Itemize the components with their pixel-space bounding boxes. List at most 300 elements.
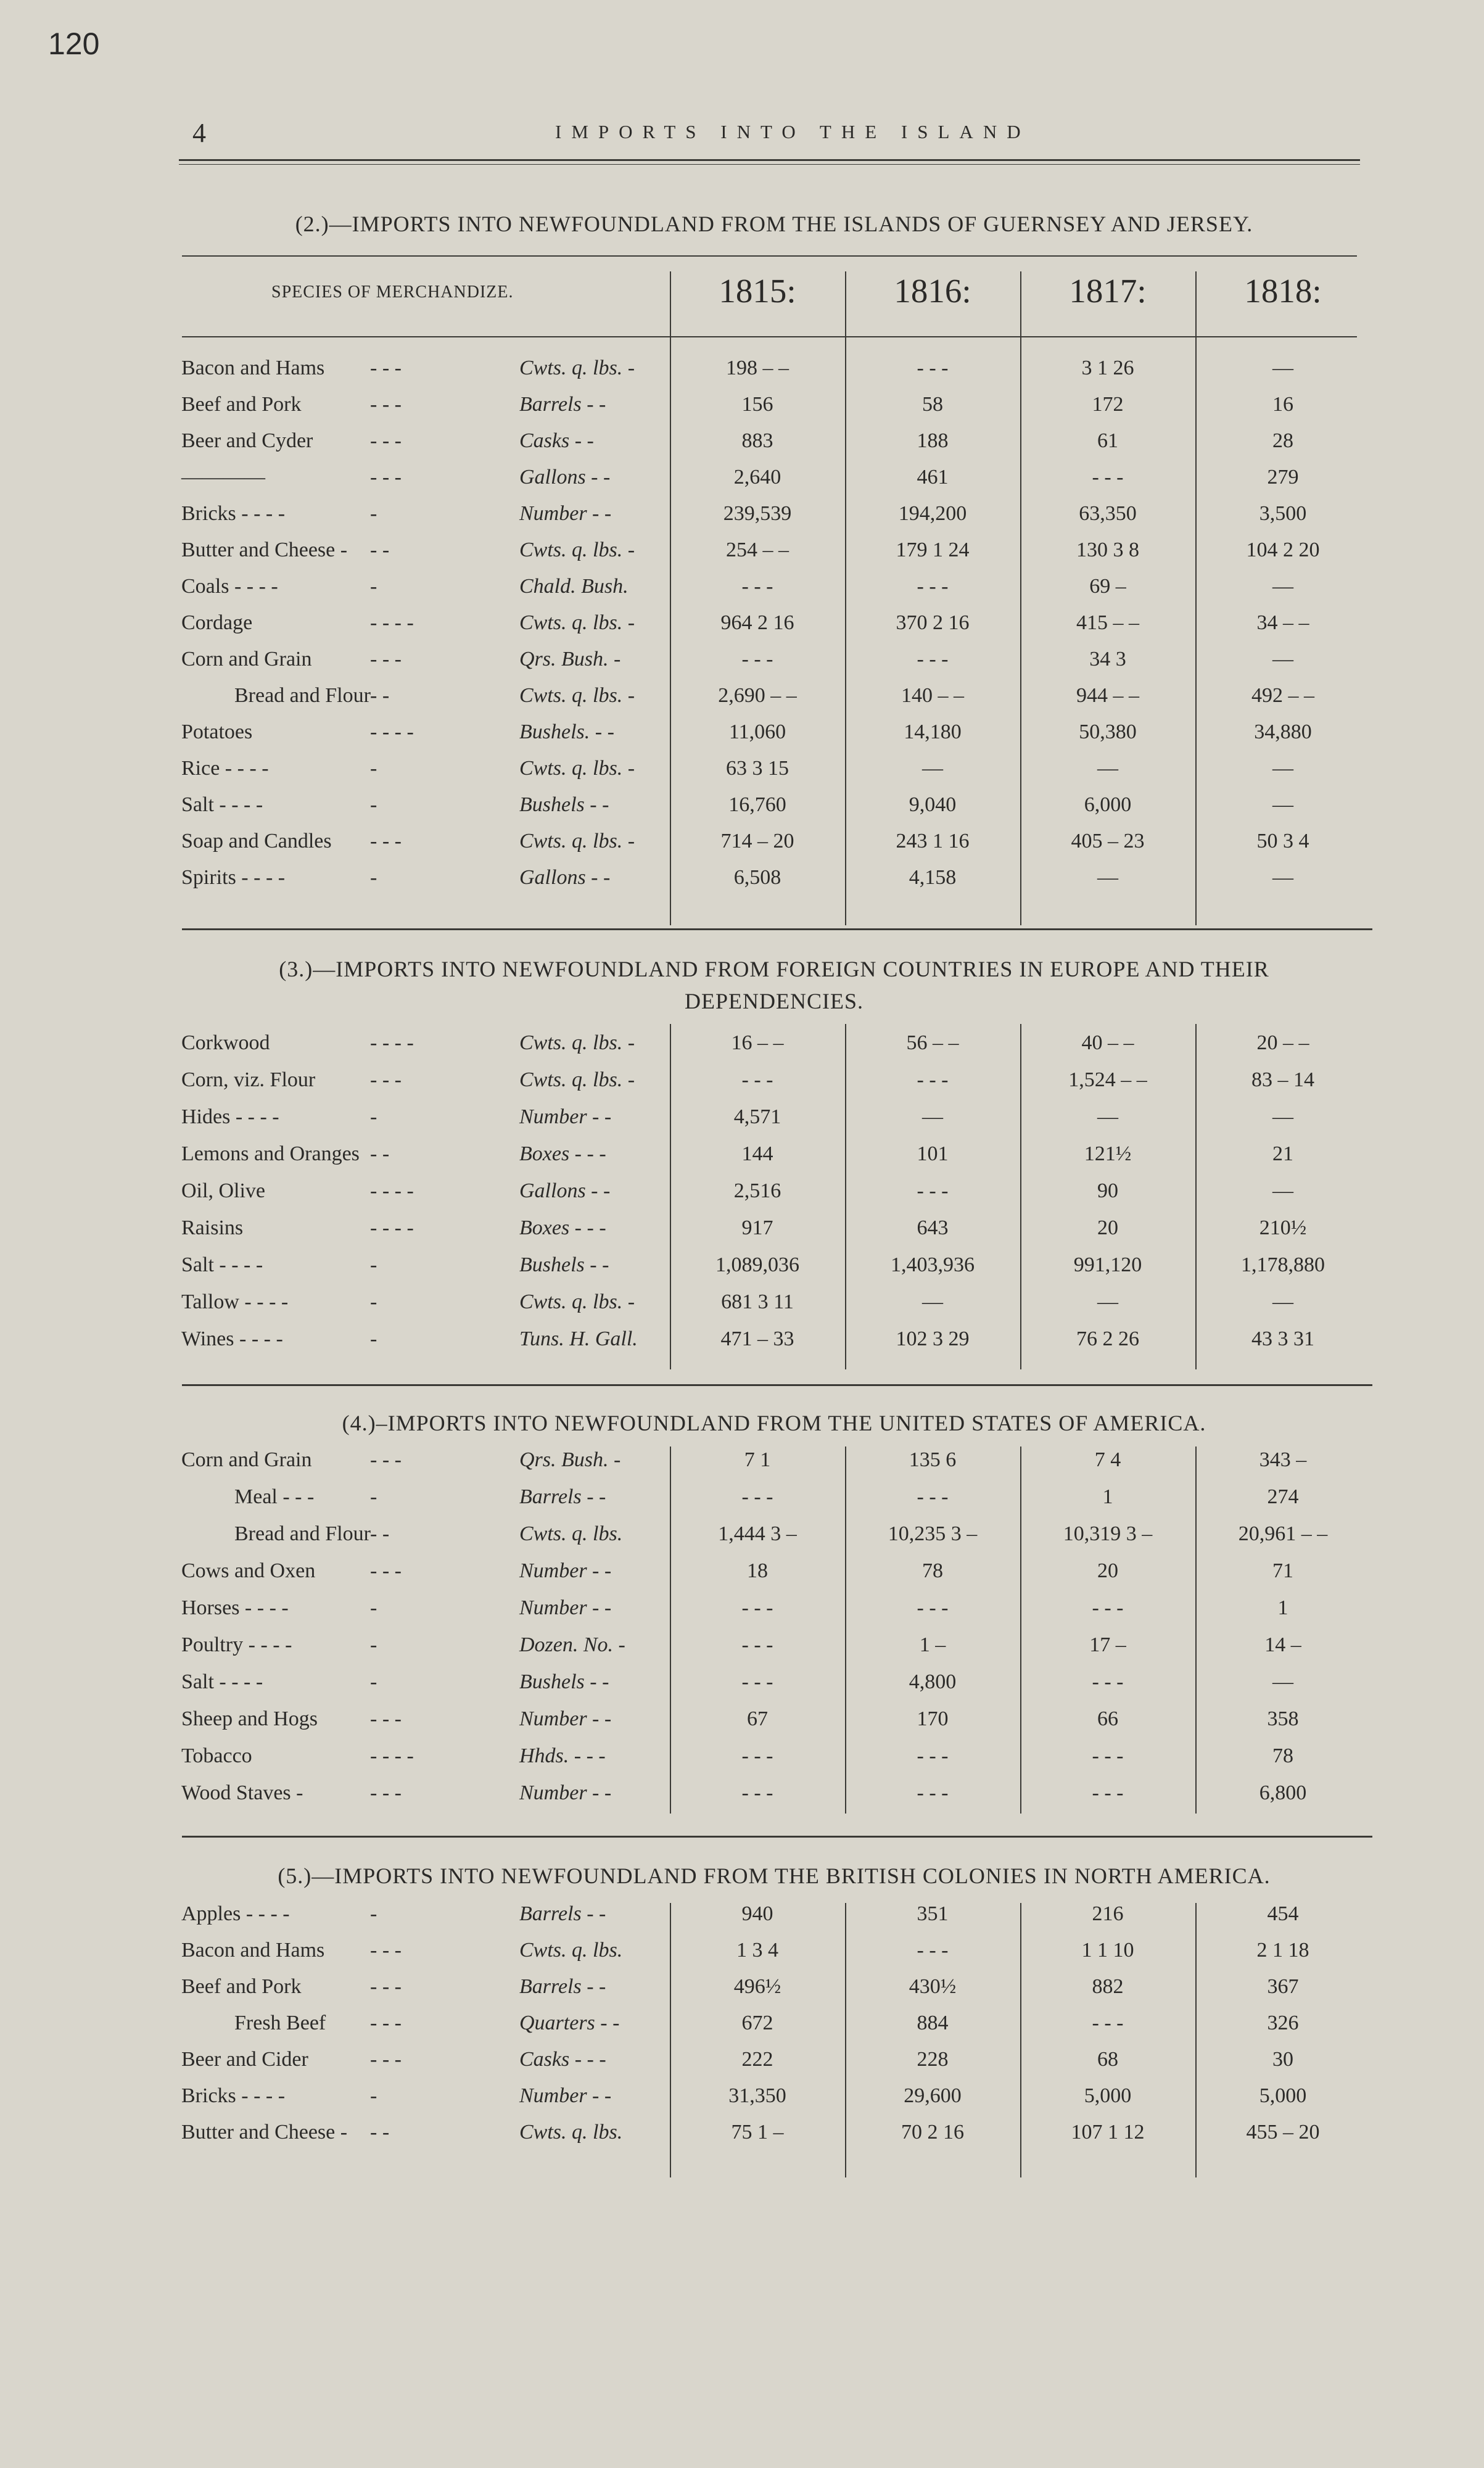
table-row — [0, 2121, 1484, 2156]
cell-1818: 274 — [1267, 1485, 1299, 1508]
cell-1818: 104 2 20 — [1246, 539, 1320, 561]
row-label: Bricks - - - - — [181, 502, 286, 525]
leader-dashes: - - — [370, 1142, 390, 1165]
running-head: IMPORTS INTO THE ISLAND — [555, 121, 1031, 142]
cell-1818: 5,000 — [1259, 2084, 1307, 2107]
cell-1815: 2,516 — [733, 1179, 781, 1202]
cell-1818: 43 3 31 — [1251, 1327, 1314, 1350]
leader-dashes: - - - — [370, 1448, 402, 1471]
cell-1817: — — [1097, 757, 1118, 780]
cell-1817: 66 — [1097, 1707, 1118, 1730]
column-header-1818: 1818: — [1244, 272, 1322, 310]
table-row — [0, 357, 1484, 392]
cell-1818: — — [1272, 1179, 1293, 1202]
row-unit: Bushels - - — [519, 1670, 609, 1693]
cell-1818: — — [1272, 1670, 1293, 1693]
leader-dashes: - - - - — [370, 1031, 414, 1054]
cell-1816: - - - — [917, 1596, 949, 1619]
cell-1818: — — [1272, 575, 1293, 598]
table-row — [0, 1105, 1484, 1141]
cell-1817: - - - — [1092, 466, 1124, 489]
table-row — [0, 1485, 1484, 1521]
cell-1818: 343 – — [1259, 1448, 1307, 1471]
row-unit: Tuns. H. Gall. — [519, 1327, 638, 1350]
row-label: Wines - - - - — [181, 1327, 283, 1350]
table-row — [0, 720, 1484, 756]
row-unit: Gallons - - — [519, 1179, 611, 1202]
cell-1816: 188 — [917, 429, 949, 452]
cell-1817: - - - — [1092, 1744, 1124, 1767]
cell-1815: 67 — [747, 1707, 768, 1730]
cell-1818: 1,178,880 — [1241, 1253, 1325, 1276]
leader-dashes: - — [370, 2084, 377, 2107]
row-unit: Cwts. q. lbs. - — [519, 757, 635, 780]
cell-1818: 3,500 — [1259, 502, 1307, 525]
cell-1818: — — [1272, 793, 1293, 816]
leader-dashes: - — [370, 1485, 377, 1508]
row-label: Corkwood — [181, 1031, 270, 1054]
cell-1815: 63 3 15 — [726, 757, 789, 780]
row-label: Wood Staves - — [181, 1781, 303, 1804]
cell-1817: 121½ — [1084, 1142, 1132, 1165]
row-label: Salt - - - - — [181, 793, 263, 816]
cell-1817: - - - — [1092, 1596, 1124, 1619]
cell-1818: 367 — [1267, 1975, 1299, 1998]
cell-1818: 30 — [1272, 2048, 1293, 2071]
cell-1818: 50 3 4 — [1256, 830, 1309, 852]
leader-dashes: - - - — [370, 357, 402, 379]
row-unit: Cwts. q. lbs. — [519, 2121, 623, 2144]
row-label: Corn, viz. Flour — [181, 1068, 316, 1091]
row-unit: Cwts. q. lbs. - — [519, 611, 635, 634]
table-row — [0, 611, 1484, 647]
cell-1816: - - - — [917, 1781, 949, 1804]
cell-1815: 222 — [741, 2048, 773, 2071]
table-row — [0, 2084, 1484, 2120]
row-label: Spirits - - - - — [181, 866, 286, 889]
row-label: Oil, Olive — [181, 1179, 265, 1202]
row-unit: Number - - — [519, 1781, 612, 1804]
row-label: Tobacco — [181, 1744, 252, 1767]
cell-1817: 50,380 — [1079, 720, 1137, 743]
cell-1818: 28 — [1272, 429, 1293, 452]
table-row — [0, 1633, 1484, 1669]
cell-1815: 198 – – — [726, 357, 789, 379]
cell-1817: 10,319 3 – — [1063, 1522, 1153, 1545]
table-row — [0, 575, 1484, 611]
cell-1817: 1,524 – – — [1068, 1068, 1147, 1091]
cell-1817: 76 2 26 — [1076, 1327, 1139, 1350]
cell-1818: — — [1272, 866, 1293, 889]
cell-1817: - - - — [1092, 2012, 1124, 2034]
cell-1815: 1,089,036 — [715, 1253, 799, 1276]
row-unit: Number - - — [519, 1559, 612, 1582]
header-rule-bottom — [182, 336, 1357, 337]
cell-1816: 58 — [922, 393, 943, 416]
row-label: Hides - - - - — [181, 1105, 279, 1128]
table-row — [0, 793, 1484, 829]
row-unit: Cwts. q. lbs. — [519, 1939, 623, 1962]
cell-1818: 6,800 — [1259, 1781, 1307, 1804]
leader-dashes: - - - - — [370, 1179, 414, 1202]
cell-1816: — — [922, 1290, 943, 1313]
row-unit: Bushels - - — [519, 793, 609, 816]
cell-1816: 4,800 — [909, 1670, 957, 1693]
cell-1816: - - - — [917, 1485, 949, 1508]
section-separator — [182, 1836, 1372, 1838]
cell-1816: 78 — [922, 1559, 943, 1582]
table-row — [0, 1327, 1484, 1363]
row-label: Raisins — [181, 1216, 244, 1239]
table-row — [0, 539, 1484, 574]
top-rule — [179, 159, 1360, 161]
row-unit: Barrels - - — [519, 1902, 606, 1925]
row-label: Cordage — [181, 611, 253, 634]
row-label: Tallow - - - - — [181, 1290, 289, 1313]
row-unit: Number - - — [519, 1596, 612, 1619]
cell-1816: — — [922, 1105, 943, 1128]
cell-1815: 254 – – — [726, 539, 789, 561]
cell-1818: 2 1 18 — [1256, 1939, 1309, 1962]
row-label: Apples - - - - — [181, 1902, 290, 1925]
row-label: Sheep and Hogs — [181, 1707, 318, 1730]
cell-1817: 415 – – — [1076, 611, 1139, 634]
section-title: (5.)—IMPORTS INTO NEWFOUNDLAND FROM THE BRITISH COLONIES IN NORTH AMERICA. — [278, 1863, 1271, 1888]
row-unit: Barrels - - — [519, 393, 606, 416]
cell-1818: 1 — [1277, 1596, 1288, 1619]
cell-1816: 243 1 16 — [896, 830, 970, 852]
table-row — [0, 1068, 1484, 1104]
table-row — [0, 1559, 1484, 1595]
cell-1815: 18 — [747, 1559, 768, 1582]
row-label: Beef and Pork — [181, 1975, 302, 1998]
page-number: 4 — [192, 118, 206, 148]
cell-1815: - - - — [741, 1485, 773, 1508]
cell-1816: 228 — [917, 2048, 949, 2071]
row-unit: Cwts. q. lbs. - — [519, 1068, 635, 1091]
table-row — [0, 648, 1484, 683]
section-title: (2.)—IMPORTS INTO NEWFOUNDLAND FROM THE ISLANDS OF GUERNSEY AND JERSEY. — [295, 212, 1253, 236]
leader-dashes: - — [370, 1633, 377, 1656]
cell-1817: 20 — [1097, 1559, 1118, 1582]
cell-1817: 63,350 — [1079, 502, 1137, 525]
leader-dashes: - — [370, 502, 377, 525]
table-row — [0, 1975, 1484, 2011]
leader-dashes: - — [370, 1290, 377, 1313]
leader-dashes: - — [370, 1596, 377, 1619]
table-row — [0, 1216, 1484, 1252]
cell-1817: 6,000 — [1084, 793, 1132, 816]
leader-dashes: - - - — [370, 429, 402, 452]
table-row — [0, 1253, 1484, 1289]
cell-1818: 83 – 14 — [1251, 1068, 1314, 1091]
section-separator — [182, 928, 1372, 930]
cell-1817: 1 — [1102, 1485, 1113, 1508]
section-title-continued: DEPENDENCIES. — [685, 989, 864, 1013]
row-unit: Cwts. q. lbs. - — [519, 539, 635, 561]
leader-dashes: - - - — [370, 2012, 402, 2034]
cell-1816: 370 2 16 — [896, 611, 970, 634]
cell-1816: 179 1 24 — [896, 539, 970, 561]
cell-1815: - - - — [741, 1744, 773, 1767]
cell-1817: 5,000 — [1084, 2084, 1132, 2107]
row-label: Bacon and Hams — [181, 357, 325, 379]
cell-1817: 991,120 — [1073, 1253, 1142, 1276]
leader-dashes: - - - - — [370, 720, 414, 743]
cell-1816: 56 – – — [906, 1031, 959, 1054]
table-row — [0, 1781, 1484, 1817]
cell-1816: 29,600 — [904, 2084, 962, 2107]
cell-1815: - - - — [741, 1068, 773, 1091]
cell-1816: 1 – — [919, 1633, 946, 1656]
cell-1817: 107 1 12 — [1071, 2121, 1145, 2144]
leader-dashes: - — [370, 793, 377, 816]
cell-1817: 130 3 8 — [1076, 539, 1139, 561]
cell-1815: 11,060 — [728, 720, 786, 743]
leader-dashes: - - — [370, 539, 390, 561]
cell-1815: 471 – 33 — [720, 1327, 794, 1350]
row-unit: Chald. Bush. — [519, 575, 629, 598]
leader-dashes: - - - — [370, 466, 402, 489]
table-row — [0, 466, 1484, 501]
cell-1815: 496½ — [733, 1975, 781, 1998]
row-unit: Cwts. q. lbs. — [519, 1522, 623, 1545]
cell-1817: 40 – – — [1081, 1031, 1134, 1054]
row-unit: Boxes - - - — [519, 1216, 606, 1239]
table-row — [0, 757, 1484, 793]
leader-dashes: - — [370, 1253, 377, 1276]
cell-1817: 20 — [1097, 1216, 1118, 1239]
row-label: Beer and Cyder — [181, 429, 313, 452]
cell-1816: 194,200 — [898, 502, 967, 525]
leader-dashes: - - - — [370, 1939, 402, 1962]
row-label: Soap and Candles — [181, 830, 332, 852]
table-row — [0, 684, 1484, 720]
leader-dashes: - - — [370, 684, 390, 707]
cell-1815: 31,350 — [728, 2084, 786, 2107]
row-label: Salt - - - - — [181, 1670, 263, 1693]
cell-1816: 643 — [917, 1216, 949, 1239]
row-unit: Cwts. q. lbs. - — [519, 684, 635, 707]
row-label: Butter and Cheese - — [181, 2121, 348, 2144]
cell-1817: 944 – – — [1076, 684, 1139, 707]
cell-1815: - - - — [741, 575, 773, 598]
table-row — [0, 1142, 1484, 1178]
cell-1816: 102 3 29 — [896, 1327, 970, 1350]
cell-1818: 279 — [1267, 466, 1299, 489]
cell-1817: 68 — [1097, 2048, 1118, 2071]
row-unit: Casks - - — [519, 429, 594, 452]
cell-1817: 17 – — [1089, 1633, 1126, 1656]
cell-1815: 4,571 — [733, 1105, 781, 1128]
row-unit: Number - - — [519, 502, 612, 525]
row-unit: Cwts. q. lbs. - — [519, 1290, 635, 1313]
table-row — [0, 1522, 1484, 1558]
cell-1815: 239,539 — [723, 502, 792, 525]
cell-1818: — — [1272, 1105, 1293, 1128]
cell-1818: 21 — [1272, 1142, 1293, 1165]
leader-dashes: - - - - — [370, 1744, 414, 1767]
cell-1816: 14,180 — [904, 720, 962, 743]
cell-1817: — — [1097, 1290, 1118, 1313]
cell-1818: 326 — [1267, 2012, 1299, 2034]
column-header-1816: 1816: — [894, 272, 971, 310]
leader-dashes: - - — [370, 2121, 390, 2144]
cell-1818: — — [1272, 648, 1293, 671]
cell-1817: - - - — [1092, 1670, 1124, 1693]
cell-1816: 461 — [917, 466, 949, 489]
row-unit: Bushels. - - — [519, 720, 614, 743]
top-rule-thin — [179, 164, 1360, 165]
cell-1817: — — [1097, 866, 1118, 889]
cell-1816: 430½ — [909, 1975, 957, 1998]
cell-1815: 883 — [741, 429, 773, 452]
leader-dashes: - — [370, 1670, 377, 1693]
row-label: Coals - - - - — [181, 575, 278, 598]
row-label: Horses - - - - — [181, 1596, 289, 1619]
cell-1818: 455 – 20 — [1246, 2121, 1320, 2144]
leader-dashes: - - - — [370, 2048, 402, 2071]
cell-1817: 172 — [1092, 393, 1124, 416]
table-row — [0, 393, 1484, 429]
cell-1816: - - - — [917, 1179, 949, 1202]
cell-1815: 917 — [741, 1216, 773, 1239]
table-row — [0, 1031, 1484, 1067]
row-unit: Hhds. - - - — [519, 1744, 606, 1767]
cell-1815: 2,640 — [733, 466, 781, 489]
leader-dashes: - - - - — [370, 611, 414, 634]
row-label: Cows and Oxen — [181, 1559, 316, 1582]
cell-1816: 351 — [917, 1902, 949, 1925]
cell-1816: - - - — [917, 575, 949, 598]
cell-1816: - - - — [917, 1939, 949, 1962]
row-label: Rice - - - - — [181, 757, 269, 780]
cell-1818: 14 – — [1264, 1633, 1301, 1656]
table-row — [0, 2048, 1484, 2084]
cell-1818: 210½ — [1259, 1216, 1307, 1239]
column-header-1817: 1817: — [1069, 272, 1147, 310]
cell-1818: — — [1272, 757, 1293, 780]
row-label: ———— — [181, 466, 265, 489]
table-row — [0, 1290, 1484, 1326]
leader-dashes: - - - — [370, 1975, 402, 1998]
cell-1815: - - - — [741, 648, 773, 671]
leader-dashes: - - — [370, 1522, 390, 1545]
leader-dashes: - - - — [370, 393, 402, 416]
row-label: Butter and Cheese - — [181, 539, 348, 561]
row-unit: Number - - — [519, 1707, 612, 1730]
table-row — [0, 1596, 1484, 1632]
cell-1816: 140 – – — [901, 684, 964, 707]
table-row — [0, 1707, 1484, 1743]
cell-1818: — — [1272, 357, 1293, 379]
cell-1816: 101 — [917, 1142, 949, 1165]
row-label: Bricks - - - - — [181, 2084, 286, 2107]
cell-1817: 1 1 10 — [1081, 1939, 1134, 1962]
cell-1815: 144 — [741, 1142, 773, 1165]
cell-1818: 492 – – — [1251, 684, 1314, 707]
cell-1815: 681 3 11 — [721, 1290, 794, 1313]
cell-1818: 34,880 — [1254, 720, 1312, 743]
cell-1817: 3 1 26 — [1081, 357, 1134, 379]
table-row — [0, 2012, 1484, 2047]
row-unit: Number - - — [519, 1105, 612, 1128]
cell-1817: 882 — [1092, 1975, 1124, 1998]
row-unit: Gallons - - — [519, 466, 611, 489]
cell-1815: - - - — [741, 1633, 773, 1656]
leader-dashes: - — [370, 1902, 377, 1925]
column-header-1815: 1815: — [719, 272, 796, 310]
table-row — [0, 1670, 1484, 1706]
cell-1815: 1 3 4 — [736, 1939, 778, 1962]
leader-dashes: - — [370, 1105, 377, 1128]
row-unit: Number - - — [519, 2084, 612, 2107]
cell-1816: 9,040 — [909, 793, 957, 816]
folio-number: 120 — [48, 27, 100, 61]
cell-1818: — — [1272, 1290, 1293, 1313]
table-row — [0, 1448, 1484, 1484]
row-label: Corn and Grain — [181, 648, 312, 671]
cell-1815: - - - — [741, 1781, 773, 1804]
cell-1817: 216 — [1092, 1902, 1124, 1925]
table-row — [0, 830, 1484, 865]
leader-dashes: - — [370, 757, 377, 780]
row-label: Lemons and Oranges — [181, 1142, 360, 1165]
cell-1818: 16 — [1272, 393, 1293, 416]
cell-1816: 1,403,936 — [891, 1253, 975, 1276]
cell-1816: - - - — [917, 648, 949, 671]
section-title: (3.)—IMPORTS INTO NEWFOUNDLAND FROM FOREIGN COUNTRIES IN EUROPE AND THEIR — [279, 957, 1269, 981]
table-row — [0, 1902, 1484, 1938]
cell-1815: 6,508 — [733, 866, 781, 889]
row-unit: Casks - - - — [519, 2048, 606, 2071]
row-unit: Boxes - - - — [519, 1142, 606, 1165]
row-unit: Barrels - - — [519, 1975, 606, 1998]
row-unit: Cwts. q. lbs. - — [519, 357, 635, 379]
row-unit: Cwts. q. lbs. - — [519, 1031, 635, 1054]
leader-dashes: - - - — [370, 1707, 402, 1730]
row-label: Bread and Flour — [234, 684, 371, 707]
cell-1818: 71 — [1272, 1559, 1293, 1582]
leader-dashes: - - - - — [370, 1216, 414, 1239]
cell-1817: 7 4 — [1094, 1448, 1121, 1471]
row-unit: Quarters - - — [519, 2012, 620, 2034]
row-label: Beef and Pork — [181, 393, 302, 416]
leader-dashes: - - - — [370, 1559, 402, 1582]
cell-1815: - - - — [741, 1596, 773, 1619]
cell-1818: 454 — [1267, 1902, 1299, 1925]
cell-1815: - - - — [741, 1670, 773, 1693]
cell-1817: - - - — [1092, 1781, 1124, 1804]
table-row — [0, 502, 1484, 538]
cell-1818: 358 — [1267, 1707, 1299, 1730]
row-label: Bread and Flour — [234, 1522, 371, 1545]
cell-1816: 170 — [917, 1707, 949, 1730]
cell-1817: 69 – — [1089, 575, 1126, 598]
row-unit: Cwts. q. lbs. - — [519, 830, 635, 852]
row-label: Salt - - - - — [181, 1253, 263, 1276]
cell-1815: 1,444 3 – — [718, 1522, 797, 1545]
row-label: Beer and Cider — [181, 2048, 308, 2071]
section-separator — [182, 1384, 1372, 1386]
row-unit: Dozen. No. - — [519, 1633, 625, 1656]
table-row — [0, 1744, 1484, 1780]
cell-1818: 20 – – — [1256, 1031, 1309, 1054]
cell-1817: 61 — [1097, 429, 1118, 452]
leader-dashes: - - - — [370, 648, 402, 671]
cell-1815: 16,760 — [728, 793, 786, 816]
row-unit: Gallons - - — [519, 866, 611, 889]
